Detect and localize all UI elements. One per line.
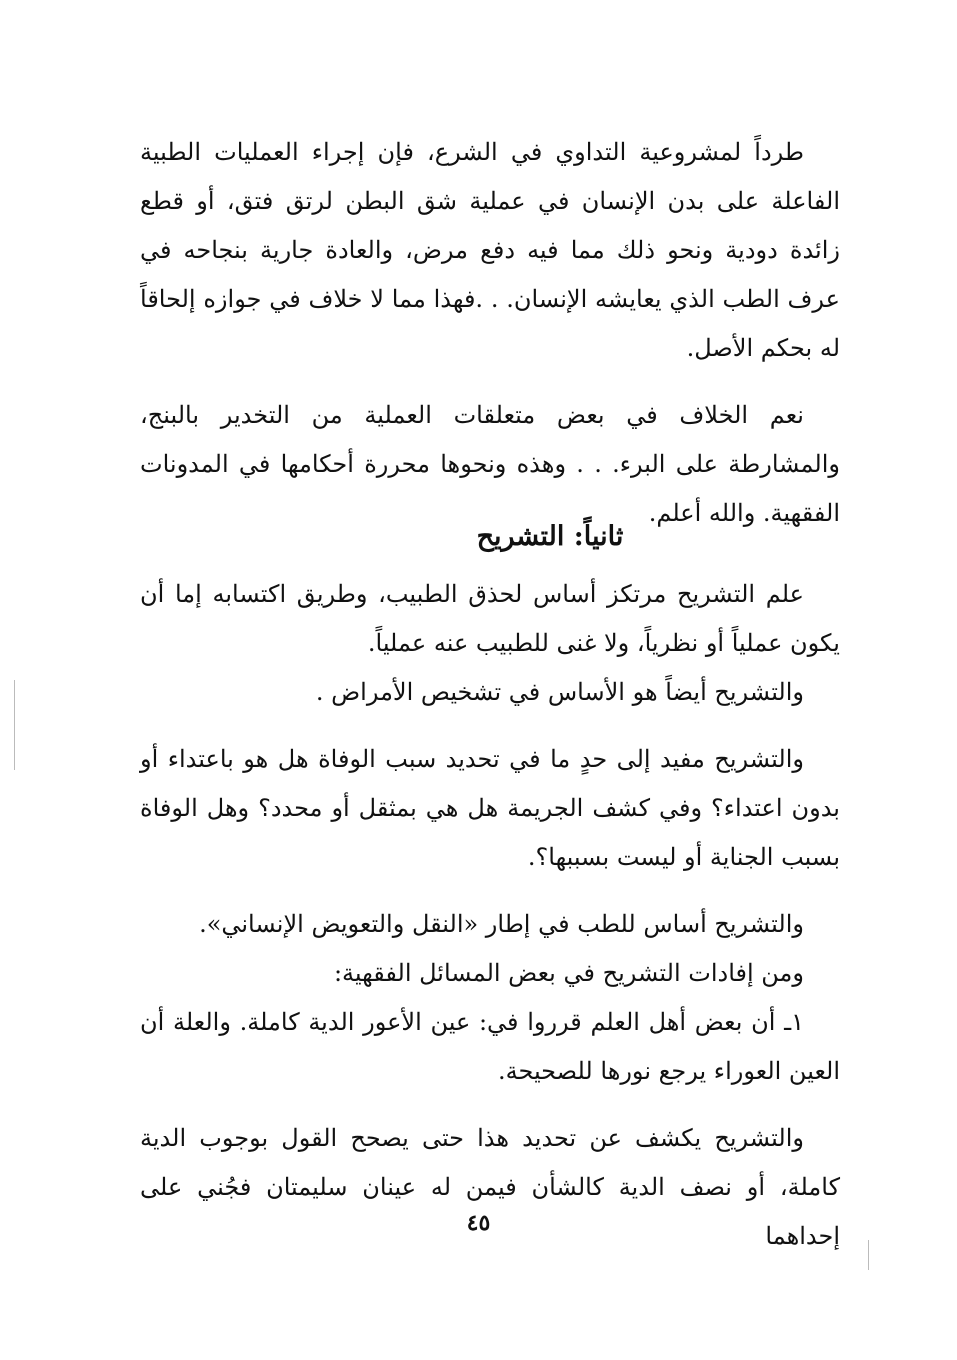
paragraph: والتشريح أساس للطب في إطار «النقل والتعويض الإنساني». (199, 910, 804, 938)
page-number: ٤٥ (466, 1210, 491, 1236)
paragraph: علم التشريح مرتكز أساس لحذق الطبيب، وطريق اكتسابه إما أن يكون عملياً أو نظرياً، ولا غنى للطبيب عنه عملياً. (140, 580, 840, 657)
paragraph: والتشريح يكشف عن تحديد هذا حتى يصحح القول بوجوب الدية كاملة، أو نصف الدية كالشأن فيمن له عينان سليمتان فجُني على إحداهما (140, 1124, 840, 1250)
paragraph: طرداً لمشروعية التداوي في الشرع، فإن إجراء العمليات الطبية الفاعلة على بدن الإنسان في عملية شق البطن لرتق فتق، أو قطع زائدة دودية ونحو ذلك مما فيه دفع مرض، والعادة جارية بنجاحه في عرف الطب الذي يعايشه الإنسان. . .فهذا مما لا خلاف في جوازه إلحاقاً له بحكم الأصل. (140, 138, 840, 362)
paragraph: والتشريح مفيد إلى حدٍ ما في تحديد سبب الوفاة هل هو باعتداء أو بدون اعتداء؟ وفي كشف الجريمة هل هي بمثقل أو محدد؟ وهل الوفاة بسبب الجناية أو ليست بسببها؟. (140, 745, 840, 871)
paragraph: ١ـ أن بعض أهل العلم قرروا في: عين الأعور الدية كاملة. والعلة أن العين العوراء يرجع نورها للصحيحة. (140, 1008, 840, 1085)
body-text-bottom (140, 570, 840, 1261)
section-heading: ثانياً: التشريح (476, 521, 624, 552)
scan-edge-mark (868, 1240, 869, 1270)
body-text-top (140, 128, 840, 538)
scan-edge-mark (14, 680, 15, 770)
paragraph: نعم الخلاف في بعض متعلقات العملية من التخدير بالبنج، والمشارطة على البرء. . . وهذه ونحوها محررة أحكامها في المدونات الفقهية. والله أعلم. (140, 401, 840, 527)
paragraph: والتشريح أيضاً هو الأساس في تشخيص الأمراض . (315, 678, 804, 706)
paragraph: ومن إفادات التشريح في بعض المسائل الفقهية: (333, 959, 804, 987)
section-heading-block (140, 512, 840, 561)
